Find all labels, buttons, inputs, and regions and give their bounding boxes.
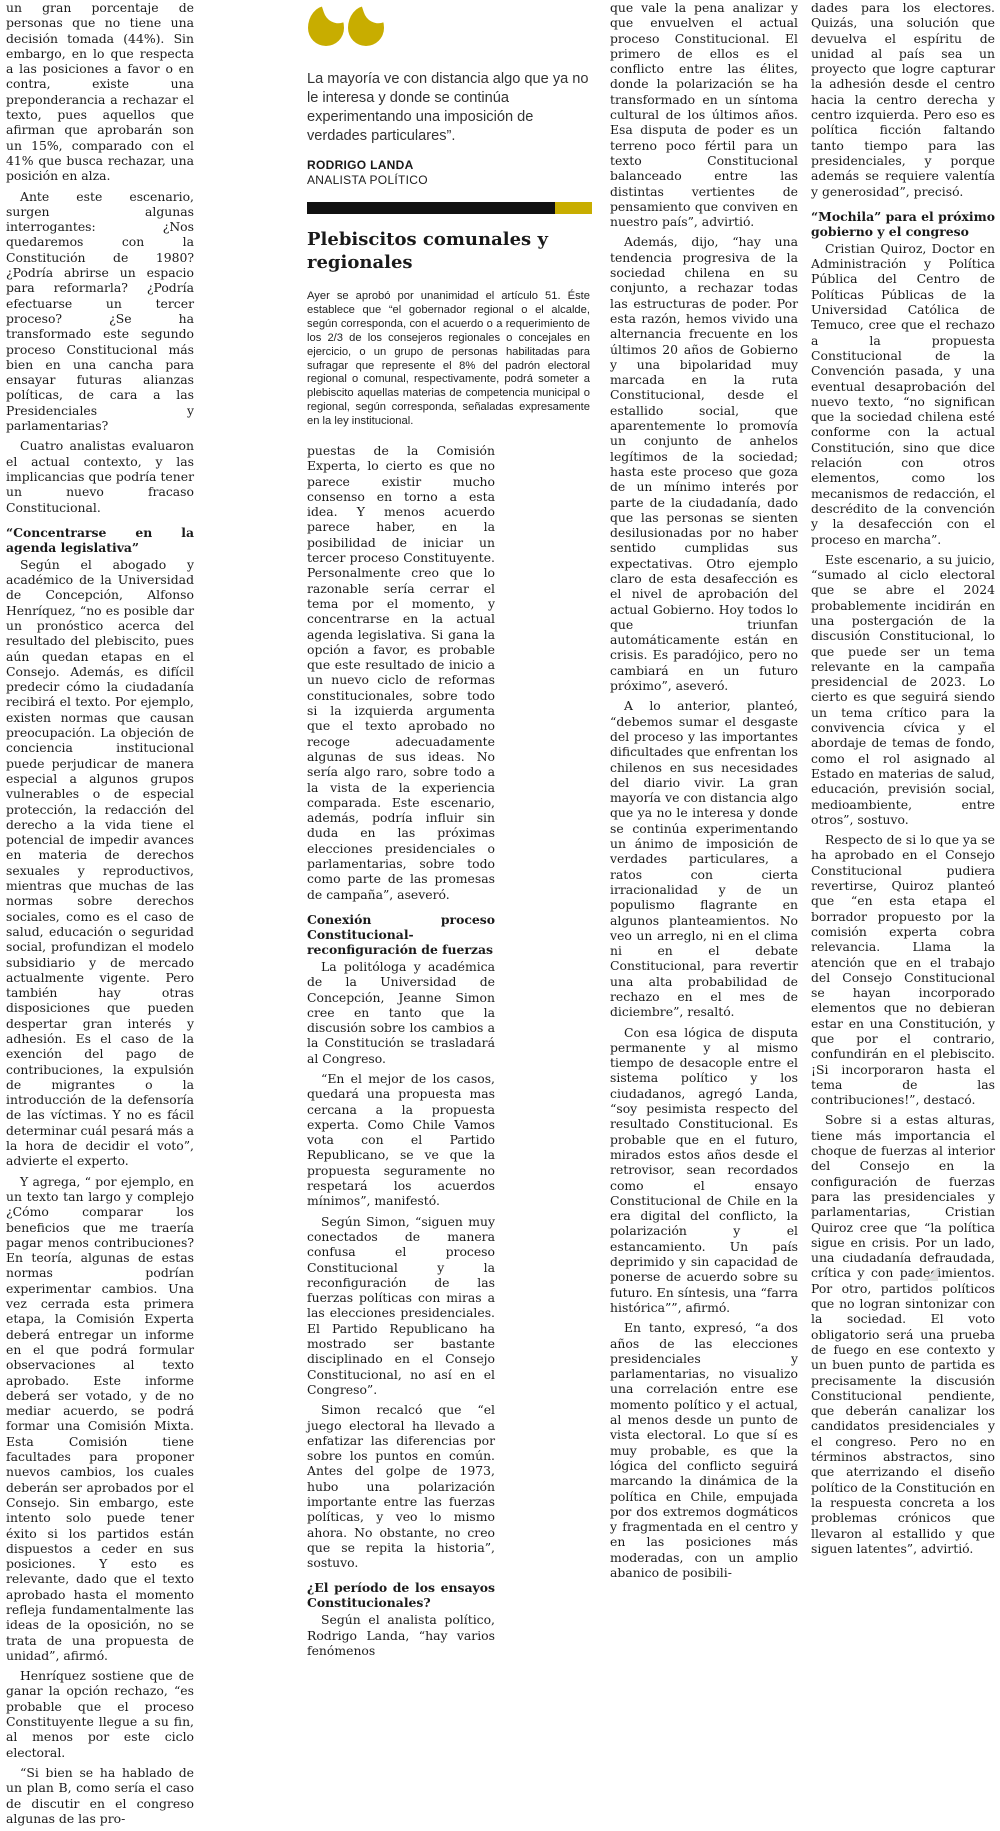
quote-role: ANALISTA POLÍTICO <box>307 173 428 187</box>
body-paragraph: Según Simon, “siguen muy conectados de manera confusa el proceso Constitucional y la reconfiguración de las fuerzas políticas con miras a las elecciones presidenciales. El Partido Republicano ha mostrado ser bastante disciplinado en el Consejo Constitucional, no así en el Congreso”. <box>307 1213 495 1397</box>
body-paragraph: Ante este escenario, surgen algunas interrogantes: ¿Nos quedaremos con la Constitución de 1980? ¿Podría abrirse un espacio para reformarla? ¿Podría efectuarse un tercer proceso? ¿Se ha transformado este segundo proceso Constitucional más bien en una cancha para ensayar futuras alianzas políticas, de cara a las Presidenciales y parlamentarias? <box>6 188 194 434</box>
body-paragraph: La politóloga y académica de la Universidad de Concepción, Jeanne Simon cree en tanto que la discusión sobre los cambios a la Constitución se trasladará al Congreso. <box>307 958 495 1066</box>
body-paragraph: un gran porcentaje de personas que no tiene una decisión tomada (44%). Sin embargo, en lo que respecta a las posiciones a favor o en contra, existe una preponderancia a rechazar el texto, pues aquellos que afirman que aprobarán son un 15%, comparado con el 41% que busca rechazar, una posición en alza. <box>6 0 194 184</box>
section-heading: “Mochila” para el próximo gobierno y el congreso <box>811 208 995 239</box>
column-3 <box>610 0 798 1585</box>
body-paragraph: Sobre si a estas alturas, tiene más importancia el choque de fuerzas al interior del Consejo en la configuración de fuerzas para las presidenciales y parlamentarias, Cristian Quiroz cree que “la política sigue en crisis. Por un lado, una ciudadanía defraudada, crítica y con padecimientos. Por otro, partidos políticos que no logran sintonizar con la sociedad. El voto obligatorio será una prueba de fuego en ese contexto y un buen punto de partida es precisamente la discusión Constitucional pendiente, que deberán canalizar los candidatos presidenciales y el congreso. Pero no en términos abstractos, sino que aterrizando el diseño político de la Constitución en la respuesta concreta a los problemas crónicos que llevaron al estallido y que siguen latentes”, advirtió. <box>811 1112 995 1556</box>
section-heading: ¿El período de los ensayos Constitucionales? <box>307 1580 495 1611</box>
body-paragraph: Según el analista político, Rodrigo Landa, “hay varios fenómenos <box>307 1612 495 1659</box>
body-paragraph: Henríquez sostiene que de ganar la opción rechazo, “es probable que el proceso Constituyente llegue a su fin, al menos por este ciclo electoral. <box>6 1668 194 1760</box>
column-1 <box>6 0 194 1831</box>
section-heading: Conexión proceso Constitucional-reconfiguración de fuerzas <box>307 911 495 957</box>
body-paragraph: Respecto de si lo que ya se ha aprobado en el Consejo Constitucional pudiera revertirse, Quiroz planteó que “en esta etapa el borrador propuesto por la comisión experta cobra relevancia. Llama la atención que en el trabajo del Consejo Constitucional se hayan incorporado elementos que no debieran estar en una Constitución, y que por el contrario, confundirán en el plebiscito. ¡Si incorporaron hasta el tema de las contribuciones!”, destacó. <box>811 832 995 1108</box>
body-paragraph: que vale la pena analizar y que envuelven el actual proceso Constitucional. El primero de ellos es el conflicto entre las élites, donde la polarización se ha transformado en un síntoma cultural de los últimos años. Esa disputa de poder es un terreno poco fértil para un texto Constitucional balanceado entre las distintas vertientes de pensamiento que conviven en nuestro país”, advirtió. <box>610 0 798 230</box>
box-body: Ayer se aprobó por unanimidad el artículo 51. Éste establece que “el gobernador regional o el alcalde, según corresponda, con el acuerdo o a requerimiento de los 2/3 de los consejeros regionales o concejales en ejercicio, o un grupo de personas habilitadas para sufragar que represente el 8% del padrón electoral regional o comunal, respectivamente, podrá someter a plebiscito aquellas materias de competencia municipal o regional, según corresponda, señaladas expresamente en la ley institucional. <box>307 290 590 428</box>
body-paragraph: Y agrega, “ por ejemplo, en un texto tan largo y complejo ¿Cómo comparar los beneficios que me traería pagar menos contribuciones? En teoría, algunas de estas normas podrían experimentar cambios. Una vez cerrada esta primera etapa, la Comisión Experta deberá entregar un informe en el que podrá formular observaciones al texto aprobado. Este informe deberá ser votado, y de no mediar acuerdo, se podrá formar una Comisión Mixta. Esta Comisión tiene facultades para proponer nuevos cambios, los cuales deberán ser aprobados por el Consejo. Sin embargo, este intento solo puede tener éxito si los partidos están dispuestos a ceder en sus posiciones. Y esto es relevante, dado que el texto aprobado hasta el momento refleja fundamentalmente las ideas de la oposición, no se trata de una propuesta de unidad”, afirmó. <box>6 1173 194 1663</box>
body-paragraph: En tanto, expresó, “a dos años de las elecciones presidenciales y parlamentarias, no visualizo una correlación entre ese momento político y el actual, al menos desde un punto de vista electoral. Lo que sí es muy probable, es que la lógica del conflicto seguirá marcando la dinámica de la política en Chile, empujada por dos extremos dogmáticos y fragmentada en el centro y en las posiciones más moderadas, con un amplio abanico de posibili- <box>610 1320 798 1580</box>
quote-author: RODRIGO LANDA <box>307 158 414 172</box>
pull-quote <box>307 0 592 188</box>
page-corner-icon <box>924 1267 938 1281</box>
quote-text: La mayoría ve con distancia algo que ya no le interesa y donde se continúa experimentando una imposición de verdades particulares”. <box>307 71 589 144</box>
body-paragraph: “En el mejor de los casos, quedará una propuesta mas cercana a la propuesta experta. Como Chile Vamos vota con el Partido Republicano, se ve que la propuesta seguramente no respetará los acuerdos mínimos”, manifestó. <box>307 1070 495 1209</box>
quote-mark-icon <box>308 6 592 46</box>
body-paragraph: Según el abogado y académico de la Universidad de Concepción, Alfonso Henríquez, “no es posible dar un pronóstico acerca del resultado del plebiscito, pues aún quedan etapas en el Consejo. Además, es difícil predecir cómo la ciudadanía recibirá el texto. Por ejemplo, existen normas que causan preocupación. La objeción de conciencia institucional puede perjudicar de manera especial a algunos grupos vulnerables o de especial protección, la redacción del derecho a la vida tiene el potencial de impedir avances en materia de derechos sexuales y reproductivos, mientras que muchas de las normas sobre derechos sociales, como es el caso de salud, educación o seguridad social, profundizan el modelo subsidiario y de mercado actualmente vigente. Pero también hay otras disposiciones que pueden despertar gran interés y adhesión. Es el caso de la exención del pago de contribuciones, la expulsión de migrantes o la introducción de la defensoría de las víctimas. Y no es fácil determinar cuál pesará más a la hora de decidir el voto”, advierte el experto. <box>6 556 194 1169</box>
body-paragraph: Además, dijo, “hay una tendencia progresiva de la sociedad chilena en su conjunto, a rechazar todas las estructuras de poder. Por esta razón, hemos vivido una alternancia frecuente en los últimos 20 años de Gobierno y una bipolaridad muy marcada en la ruta Constitucional, desde el estallido social, que aparentemente lo promovía un conjunto de anhelos legítimos de la sociedad; hasta este proceso que goza de un mínimo interés por parte de la ciudadanía, dado que las personas se sienten desilusionadas por no haber sentido cumplidas sus expectativas. Otro ejemplo claro de esta desafección es el nivel de aprobación del actual Gobierno. Hoy todos lo que triunfan automáticamente están en crisis. Es paradójico, pero no cambiará en un futuro próximo”, aseveró. <box>610 234 798 694</box>
section-heading: “Concentrarse en la agenda legislativa” <box>6 524 194 555</box>
body-paragraph: Este escenario, a su juicio, “sumado al ciclo electoral que se abre el 2024 probablemente incidirán en una postergación de la discusión Constitucional, lo que puede ser un tema relevante en la campaña presidencial de 2023. Lo cierto es que seguirá siendo un tema crítico para la convivencia cívica y el abordaje de temas de fondo, como el rol asignado al Estado en materias de salud, educación, previsión social, medioambiente, entre otros”, sostuvo. <box>811 551 995 827</box>
box-title: Plebiscitos comunales y regionales <box>307 229 548 273</box>
body-paragraph: A lo anterior, planteó, “debemos sumar el desgaste del proceso y las importantes dificultades que enfrentan los chilenos en sus necesidades del diario vivir. La gran mayoría ve con distancia algo que ya no le interesa y donde se continúa experimentando un ánimo de imposición de verdades particulares, a ratos con cierta irracionalidad y de un populismo flagrante en algunos planteamientos. No veo un arreglo, ni en el clima ni en el debate Constitucional, para revertir una alta probabilidad de rechazo en el mes de diciembre”, resaltó. <box>610 698 798 1020</box>
body-paragraph: Cristian Quiroz, Doctor en Administración y Política Pública del Centro de Políticas Públicas de la Universidad Católica de Temuco, cree que el rechazo a la propuesta Constitucional de la Convención pasada, y una eventual desaprobación del nuevo texto, “no significan que la sociedad chilena esté conforme con la actual Constitución, sino que dice relación con otros elementos, como los mecanismos de redacción, el descrédito de la convención y la desafección con el proceso en marcha”. <box>811 240 995 547</box>
column-2 <box>307 443 495 1663</box>
body-paragraph: puestas de la Comisión Experta, lo cierto es que no parece existir mucho consenso en torno a esta idea. Y menos acuerdo parece haber, en la posibilidad de iniciar un tercer proceso Constituyente. Personalmente creo que lo razonable sería cerrar el tema por el momento, y concentrarse en la actual agenda legislativa. Si gana la opción a favor, es probable que este resultado de inicio a un nuevo ciclo de reformas constitucionales, sobre todo si la izquierda argumenta que el texto aprobado no recoge adecuadamente algunas de sus ideas. No sería algo raro, sobre todo a la vista de la experiencia comparada. Este escenario, además, podría influir sin duda en las próximas elecciones presidenciales o parlamentarias, sobre todo como parte de las promesas de campaña”, aseveró. <box>307 443 495 902</box>
body-paragraph: Cuatro analistas evaluaron el actual contexto, y las implicancias que podría tener un nuevo fracaso Constitucional. <box>6 438 194 515</box>
body-paragraph: dades para los electores. Quizás, una solución que devuelva el espíritu de unidad al país sea un proyecto que logre capturar la adhesión desde el centro hacia la centro derecha y centro izquierda. Pero eso es política ficción faltando tanto tiempo para las presidenciales, y porque además se requiere valentía y generosidad”, precisó. <box>811 0 995 199</box>
body-paragraph: “Si bien se ha hablado de un plan B, como sería el caso de discutir en el congreso algunas de las pro- <box>6 1764 194 1826</box>
column-4 <box>811 0 995 1561</box>
body-paragraph: Con esa lógica de disputa permanente y al mismo tiempo de desacople entre el sistema político y los ciudadanos, agregó Landa, “soy pesimista respecto del resultado Constitucional. Es probable que en el futuro, mirados estos años desde el retrovisor, sean recordados como el ensayo Constitucional de Chile en la era digital del conflicto, la polarización y el estancamiento. Un país deprimido y sin capacidad de ponerse de acuerdo sobre su futuro. En síntesis, una “farra histórica””, afirmó. <box>610 1024 798 1315</box>
body-paragraph: Simon recalcó que “el juego electoral ha llevado a enfatizar las diferencias por sobre los puntos en común. Antes del golpe de 1973, hubo una polarización importante entre las fuerzas políticas, y veo lo mismo ahora. No obstante, no creo que se repita la historia”, sostuvo. <box>307 1402 495 1571</box>
box-divider-bar <box>307 202 592 214</box>
